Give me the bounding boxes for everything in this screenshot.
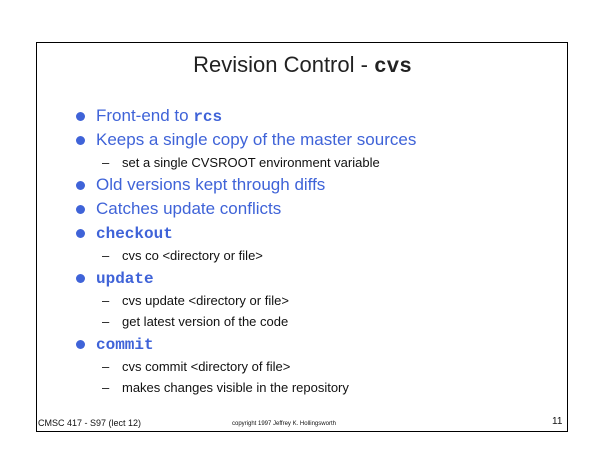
slide-title bbox=[0, 52, 605, 79]
bullet-dot-icon bbox=[76, 136, 85, 145]
dash-icon: – bbox=[102, 359, 110, 374]
bullet-dot-icon bbox=[76, 205, 85, 214]
dash-icon: – bbox=[102, 293, 110, 308]
sub-item-text: set a single CVSROOT environment variable bbox=[122, 155, 380, 170]
sub-item-text: makes changes visible in the repository bbox=[122, 380, 349, 395]
bullet-dot-icon bbox=[76, 181, 85, 190]
bullet-dot-icon bbox=[76, 340, 85, 349]
bullet-code: update bbox=[96, 270, 154, 288]
title-text: Revision Control - bbox=[193, 52, 375, 77]
sub-item bbox=[74, 356, 554, 377]
sub-item-text: cvs co <directory or file> bbox=[122, 248, 263, 263]
bullet-list bbox=[74, 104, 554, 398]
sub-item bbox=[74, 245, 554, 266]
footer-course-label: CMSC 417 - S97 (lect 12) bbox=[38, 418, 142, 428]
dash-icon: – bbox=[102, 314, 110, 329]
dash-icon: – bbox=[102, 380, 110, 395]
sub-item bbox=[74, 377, 554, 398]
bullet-code: checkout bbox=[96, 225, 173, 243]
bullet-text: Catches update conflicts bbox=[96, 199, 282, 218]
dash-icon: – bbox=[102, 248, 110, 263]
bullet-dot-icon bbox=[76, 274, 85, 283]
bullet-item bbox=[74, 266, 554, 290]
bullet-text: Keeps a single copy of the master sources bbox=[96, 130, 417, 149]
bullet-item bbox=[74, 173, 554, 197]
bullet-item bbox=[74, 128, 554, 152]
bullet-dot-icon bbox=[76, 229, 85, 238]
bullet-item bbox=[74, 197, 554, 221]
bullet-dot-icon bbox=[76, 112, 85, 121]
sub-item-text: get latest version of the code bbox=[122, 314, 289, 329]
bullet-item bbox=[74, 104, 554, 128]
footer-copyright: copyright 1997 Jeffrey K. Hollingsworth bbox=[232, 421, 336, 427]
title-code: cvs bbox=[374, 56, 412, 79]
sub-item bbox=[74, 290, 554, 311]
bullet-item bbox=[74, 221, 554, 245]
bullet-text: Old versions kept through diffs bbox=[96, 175, 326, 194]
sub-item-text: cvs update <directory or file> bbox=[122, 293, 289, 308]
dash-icon: – bbox=[102, 155, 110, 170]
bullet-text: Front-end to bbox=[96, 106, 194, 125]
sub-item bbox=[74, 152, 554, 173]
bullet-code: commit bbox=[96, 336, 154, 354]
sub-item bbox=[74, 311, 554, 332]
sub-item-text: cvs commit <directory of file> bbox=[122, 359, 291, 374]
bullet-item bbox=[74, 332, 554, 356]
page-number: 11 bbox=[552, 416, 563, 427]
bullet-code: rcs bbox=[193, 108, 223, 126]
